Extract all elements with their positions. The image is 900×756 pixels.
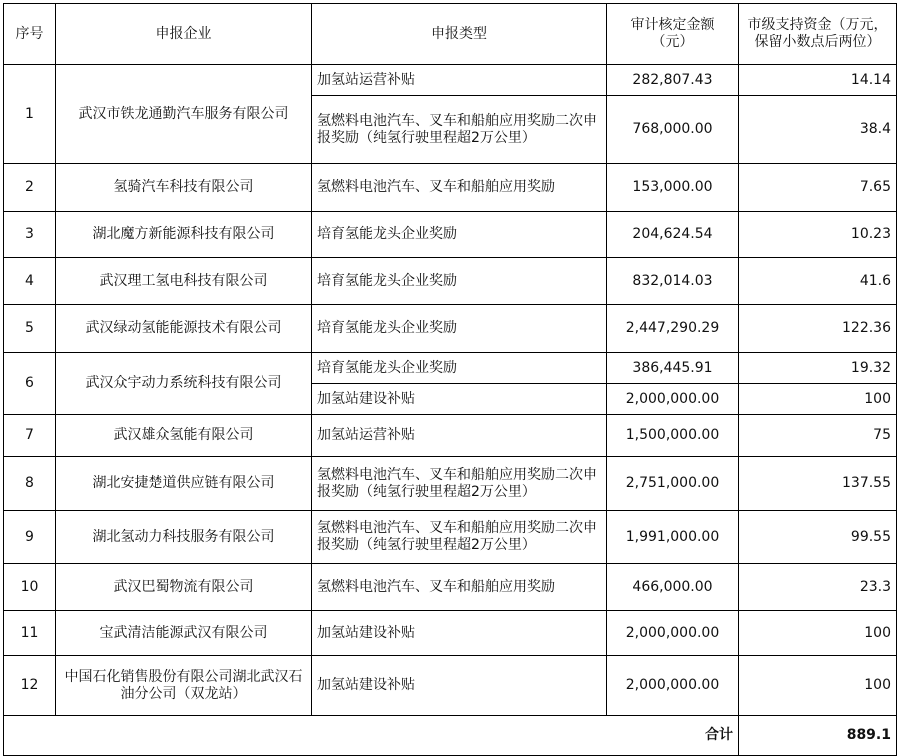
table-row	[4, 305, 897, 353]
row-no: 5	[4, 305, 56, 353]
row-amount: 2,000,000.00	[607, 656, 739, 716]
row-type: 氢燃料电池汽车、叉车和船舶应用奖励二次申报奖励（纯氢行驶里程超2万公里）	[312, 96, 607, 164]
row-no: 4	[4, 258, 56, 305]
row-type: 培育氢能龙头企业奖励	[312, 353, 607, 384]
row-company: 中国石化销售股份有限公司湖北武汉石油分公司（双龙站）	[56, 656, 312, 716]
row-no: 8	[4, 457, 56, 511]
header-no: 序号	[4, 4, 56, 65]
row-amount: 832,014.03	[607, 258, 739, 305]
row-no: 7	[4, 415, 56, 457]
total-value: 889.1	[739, 716, 897, 756]
row-type: 氢燃料电池汽车、叉车和船舶应用奖励二次申报奖励（纯氢行驶里程超2万公里）	[312, 457, 607, 511]
total-label: 合计	[4, 716, 739, 756]
row-support: 38.4	[739, 96, 897, 164]
row-support: 99.55	[739, 511, 897, 564]
row-type: 氢燃料电池汽车、叉车和船舶应用奖励二次申报奖励（纯氢行驶里程超2万公里）	[312, 511, 607, 564]
row-amount: 1,500,000.00	[607, 415, 739, 457]
row-no: 1	[4, 65, 56, 164]
subsidy-table	[3, 3, 897, 756]
row-company: 武汉市铁龙通勤汽车服务有限公司	[56, 65, 312, 164]
row-amount: 2,751,000.00	[607, 457, 739, 511]
row-type: 培育氢能龙头企业奖励	[312, 305, 607, 353]
row-no: 10	[4, 564, 56, 611]
row-company: 湖北安捷楚道供应链有限公司	[56, 457, 312, 511]
row-support: 7.65	[739, 164, 897, 212]
row-no: 9	[4, 511, 56, 564]
row-support: 19.32	[739, 353, 897, 384]
total-row	[4, 716, 897, 756]
row-company: 武汉雄众氢能有限公司	[56, 415, 312, 457]
row-company: 武汉巴蜀物流有限公司	[56, 564, 312, 611]
row-type: 加氢站建设补贴	[312, 384, 607, 415]
table-row	[4, 258, 897, 305]
row-company: 武汉绿动氢能能源技术有限公司	[56, 305, 312, 353]
table-row	[4, 611, 897, 656]
header-amount: 审计核定金额（元）	[607, 4, 739, 65]
table-row	[4, 415, 897, 457]
row-no: 2	[4, 164, 56, 212]
row-type: 加氢站运营补贴	[312, 415, 607, 457]
row-type: 加氢站建设补贴	[312, 656, 607, 716]
header-type: 申报类型	[312, 4, 607, 65]
header-support: 市级支持资金（万元，保留小数点后两位）	[739, 4, 897, 65]
row-support: 122.36	[739, 305, 897, 353]
row-support: 14.14	[739, 65, 897, 96]
row-company: 湖北氢动力科技服务有限公司	[56, 511, 312, 564]
row-company: 宝武清洁能源武汉有限公司	[56, 611, 312, 656]
row-support: 10.23	[739, 212, 897, 258]
row-company: 武汉理工氢电科技有限公司	[56, 258, 312, 305]
row-support: 137.55	[739, 457, 897, 511]
table-row	[4, 65, 897, 96]
row-company: 湖北魔方新能源科技有限公司	[56, 212, 312, 258]
row-amount: 2,000,000.00	[607, 384, 739, 415]
row-company: 武汉众宇动力系统科技有限公司	[56, 353, 312, 415]
row-support: 100	[739, 656, 897, 716]
table-row	[4, 564, 897, 611]
row-amount: 768,000.00	[607, 96, 739, 164]
table-row	[4, 511, 897, 564]
row-no: 6	[4, 353, 56, 415]
row-type: 氢燃料电池汽车、叉车和船舶应用奖励	[312, 564, 607, 611]
row-amount: 466,000.00	[607, 564, 739, 611]
row-no: 11	[4, 611, 56, 656]
row-amount: 282,807.43	[607, 65, 739, 96]
table-row	[4, 457, 897, 511]
row-amount: 1,991,000.00	[607, 511, 739, 564]
row-type: 培育氢能龙头企业奖励	[312, 258, 607, 305]
row-support: 23.3	[739, 564, 897, 611]
table-row	[4, 353, 897, 384]
header-row	[4, 4, 897, 65]
row-amount: 386,445.91	[607, 353, 739, 384]
table-row	[4, 656, 897, 716]
row-type: 氢燃料电池汽车、叉车和船舶应用奖励	[312, 164, 607, 212]
table-row	[4, 164, 897, 212]
row-type: 加氢站建设补贴	[312, 611, 607, 656]
row-amount: 2,000,000.00	[607, 611, 739, 656]
row-amount: 153,000.00	[607, 164, 739, 212]
row-company: 氢骑汽车科技有限公司	[56, 164, 312, 212]
row-no: 12	[4, 656, 56, 716]
row-support: 100	[739, 611, 897, 656]
row-type: 加氢站运营补贴	[312, 65, 607, 96]
row-type: 培育氢能龙头企业奖励	[312, 212, 607, 258]
row-amount: 2,447,290.29	[607, 305, 739, 353]
row-amount: 204,624.54	[607, 212, 739, 258]
row-no: 3	[4, 212, 56, 258]
table-row	[4, 212, 897, 258]
row-support: 75	[739, 415, 897, 457]
row-support: 41.6	[739, 258, 897, 305]
row-support: 100	[739, 384, 897, 415]
header-company: 申报企业	[56, 4, 312, 65]
